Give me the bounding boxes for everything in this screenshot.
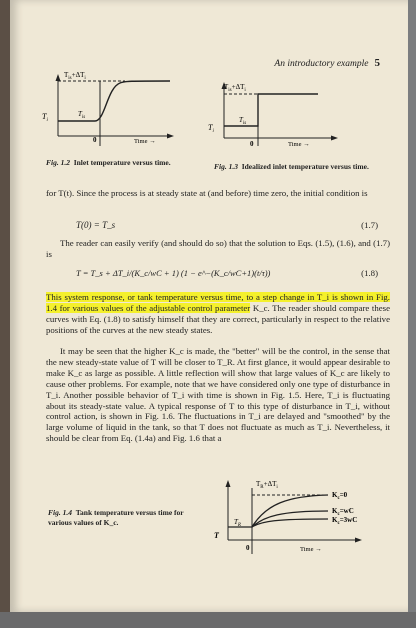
equation-1-8: T = T_s + ΔT_i/(K_c/wC + 1) (1 − e^−(K_c/wC+1)(t/τ)) [76,268,271,278]
page-shadow-edge [0,612,416,628]
fig13-x-axis: Time → [288,141,310,148]
paragraph-3-box [46,292,390,336]
running-header [274,57,380,69]
fig14-y-axis: T [214,531,219,540]
fig12-curve-label: $T_{is}$ [78,110,86,120]
paragraph-3 [46,292,390,336]
paragraph-2: The reader can easily verify (and should do so) that the solution to Eqs. (1.5), (1.6), and (1.7) is [46,238,390,259]
equation-1-7-number: (1.7) [361,220,378,230]
fig13-origin: 0 [250,140,254,148]
figure-1-4 [208,474,394,562]
paragraph-4-box [46,346,390,444]
fig12-y-axis: $T_i$ [42,112,48,123]
running-title: An introductory example [274,59,369,69]
figure-1-2 [30,66,180,158]
legend-kc-0: $K_c=0$ [332,491,348,501]
figure-1-3 [206,78,356,160]
paragraph-1: for T(t). Since the process is at steady state at (and before) time zero, the initial condition is [46,188,368,198]
fig14-y-top: $T_R+\Delta T_i$ [256,480,278,490]
legend-kc-wc: $K_c=wC$ [332,507,354,517]
fig13-y-axis: $T_i$ [208,123,214,134]
paragraph-4: It may be seen that the higher K_c is made, the "better" will be the control, in the sense that the new steady-state value of T will be closer to T_R. At first glance, it would appear desirable to make K_c as large as possible. A little reflection will show that large values of K_c are likely to cause other problems. For example, note that we have considered only one type of disturbance in T_i. Another possible behavior of T_i with time is shown in Fig. 1.5. Here, T_i is fluctuating about its steady-state value. A typical response of T to this type of disturbance in T_i, without control action, is shown in Fig. 1.6. The fluctuations in T_i are delayed and "smoothed" by the large volume of liquid in the tank, so that T does not fluctuate as much as T_i. Nevertheless, it should be clear from Eq. (1.4a) and Fig. 1.6 that a [46,346,390,444]
fig12-x-axis: Time → [134,138,156,145]
equation-1-8-number: (1.8) [361,268,378,278]
fig12-origin: 0 [93,136,97,144]
book-page [10,0,408,612]
fig14-x-axis: Time → [300,546,322,553]
fig13-caption: Fig. 1.3 Idealized inlet temperature versus time. [214,162,369,171]
equation-1-7: T(0) = T_s [76,220,116,230]
fig12-y-top: $T_{is}+\Delta T_i$ [64,71,86,81]
fig13-curve-label: $T_{is}$ [239,116,247,126]
legend-kc-3wc: $K_c=3wC$ [332,516,358,526]
paragraph-3-rest: K_c. The reader should compare these curves with Eq. (1.8) to satisfy himself that they are correct, particularly in respect to the relative positions of the curves at the new steady states. [46,302,390,335]
body-text [46,188,390,199]
paragraph-2-box [46,238,390,260]
fig14-origin: 0 [246,544,250,552]
fig12-caption: Fig. 1.2 Inlet temperature versus time. [46,158,171,167]
fig13-y-top: $T_{is}+\Delta T_i$ [224,83,246,93]
highlighted-sentence: This system response, or tank temperature versus time, to a step change in T_i is shown in Fig. 1.4 for various values of the adjustable control parameter [46,292,390,313]
fig14-curve-label: $T_R$ [234,518,241,528]
page-number: 5 [374,57,380,69]
fig14-caption: Fig. 1.4 Tank temperature versus time for various values of K_c. [48,508,184,527]
book-spine [0,0,10,612]
